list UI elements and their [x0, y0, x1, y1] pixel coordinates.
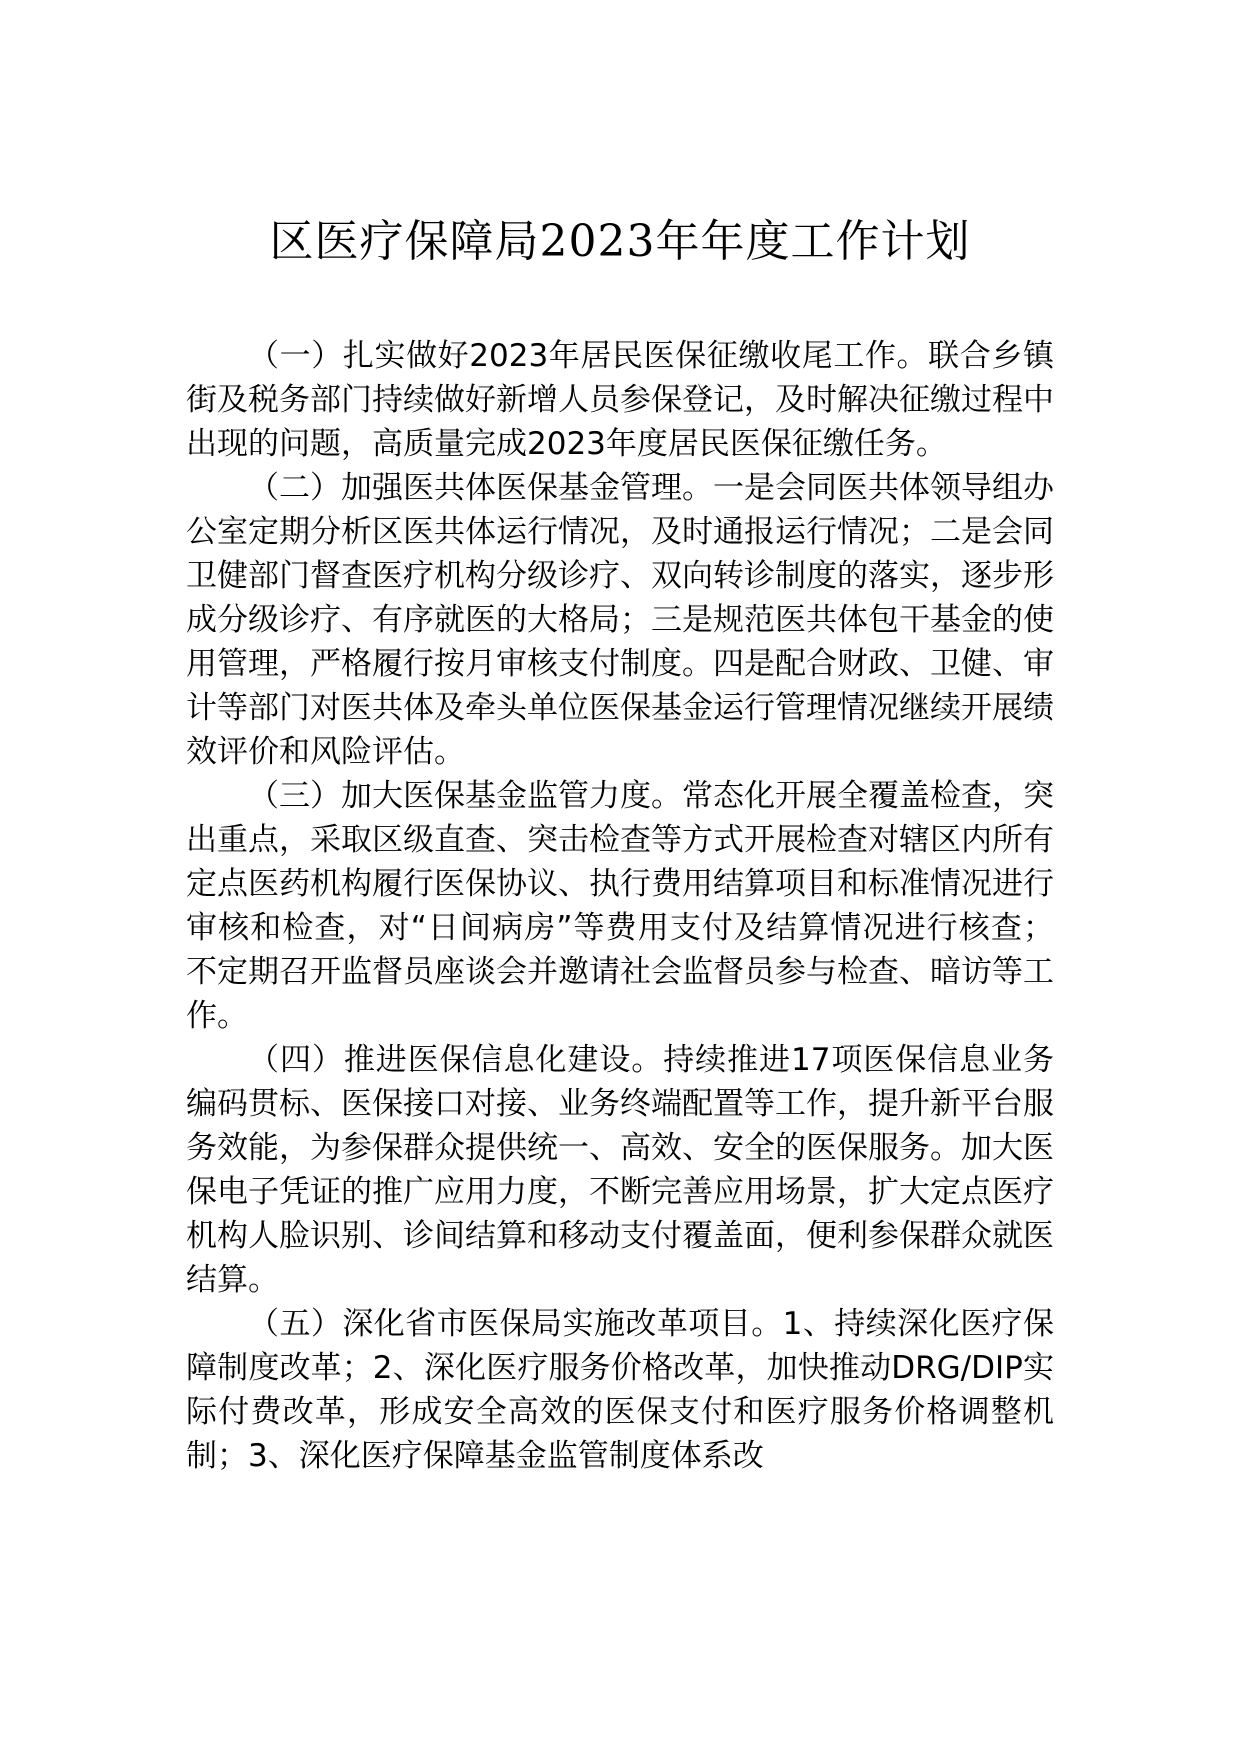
document-title: 区医疗保障局2023年年度工作计划 [269, 216, 971, 267]
paragraph-3: （三）加大医保基金监管力度。常态化开展全覆盖检查，突出重点，采取区级直查、突击检查等方式开展检查对辖区内所有定点医药机构履行医保协议、执行费用结算项目和标准情况进行审核和检查，对“日间病房”等费用支付及结算情况进行核查；不定期召开监督员座谈会并邀请社会监督员参与检查、暗访等工作。 [186, 778, 1054, 1034]
document-body [186, 334, 1054, 1478]
paragraph-4: （四）推进医保信息化建设。持续推进17项医保信息业务编码贯标、医保接口对接、业务终端配置等工作，提升新平台服务效能，为参保群众提供统一、高效、安全的医保服务。加大医保电子凭证的推广应用力度，不断完善应用场景，扩大定点医疗机构人脸识别、诊间结算和移动支付覆盖面，便利参保群众就医结算。 [186, 1042, 1054, 1298]
paragraph-1: （一）扎实做好2023年居民医保征缴收尾工作。联合乡镇街及税务部门持续做好新增人员参保登记，及时解决征缴过程中出现的问题，高质量完成2023年度居民医保征缴任务。 [186, 338, 1054, 462]
paragraph-2: （二）加强医共体医保基金管理。一是会同医共体领导组办公室定期分析区医共体运行情况，及时通报运行情况；二是会同卫健部门督查医疗机构分级诊疗、双向转诊制度的落实，逐步形成分级诊疗、有序就医的大格局；三是规范医共体包干基金的使用管理，严格履行按月审核支付制度。四是配合财政、卫健、审计等部门对医共体及牵头单位医保基金运行管理情况继续开展绩效评价和风险评估。 [186, 470, 1054, 770]
paragraph-5: （五）深化省市医保局实施改革项目。1、持续深化医疗保障制度改革；2、深化医疗服务价格改革，加快推动DRG/DIP实际付费改革，形成安全高效的医保支付和医疗服务价格调整机制；3、深化医疗保障基金监管制度体系改 [186, 1306, 1054, 1474]
